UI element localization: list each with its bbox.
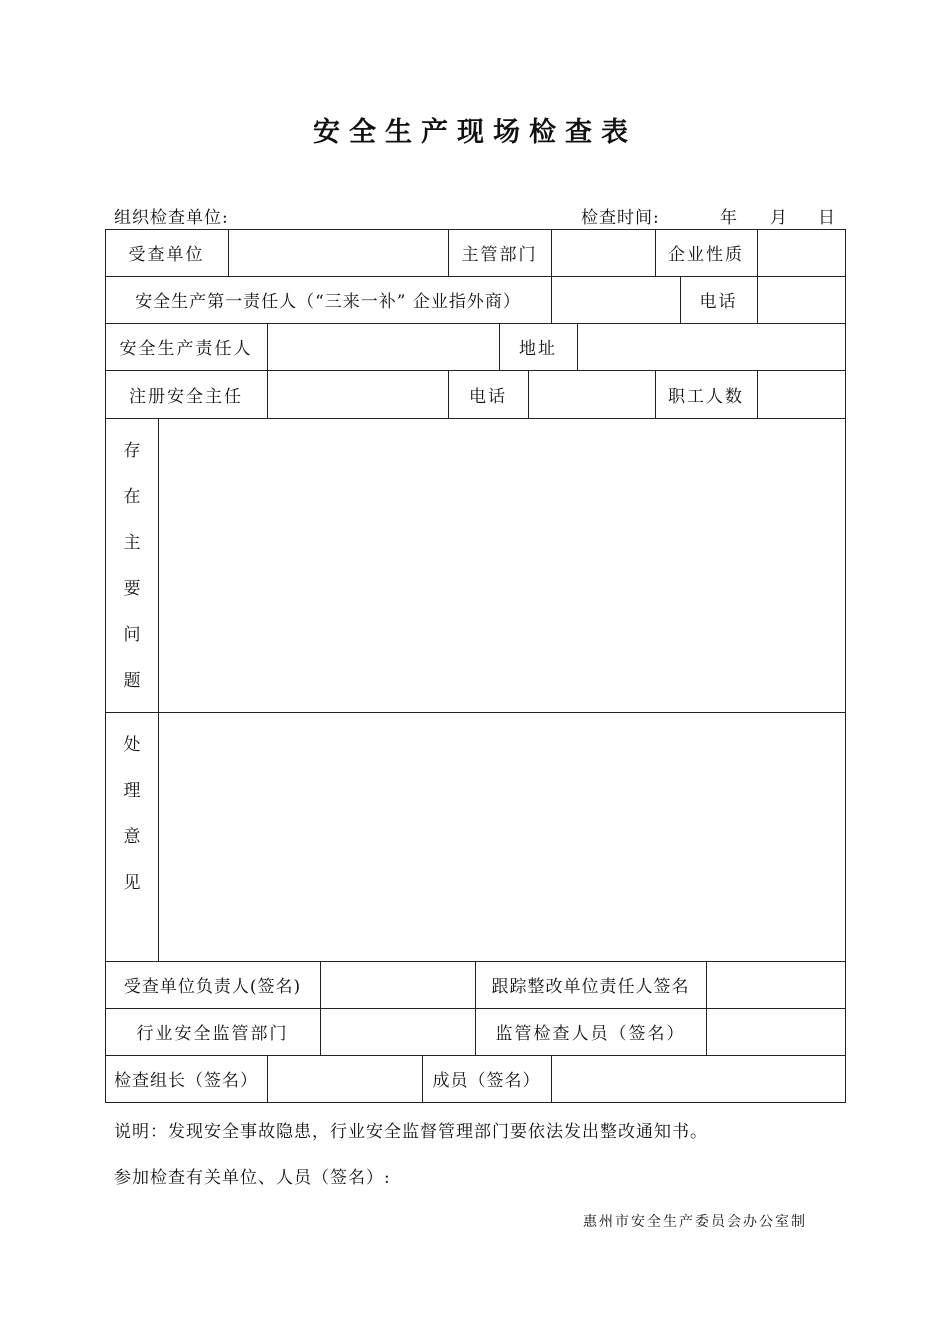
label-main-problems (105, 428, 159, 704)
label-inspector-sign: 监管检查人员（签名） (495, 1024, 686, 1044)
label-first-responsible: 安全生产第一责任人（“三来一补” 企业指外商） (135, 292, 521, 312)
char: 意 (123, 827, 141, 847)
label-handling-opinions (105, 722, 159, 906)
label-industry-dept: 行业安全监管部门 (136, 1024, 289, 1044)
row-divider (105, 712, 846, 713)
cell-divider (320, 961, 321, 1055)
label-unit-head-sign: 受查单位负责人(签名) (123, 977, 302, 997)
cell-divider (267, 1055, 268, 1102)
label-address: 地址 (519, 339, 557, 359)
label-member-sign: 成员（签名） (432, 1071, 541, 1091)
row-divider (105, 418, 846, 419)
char: 存 (123, 441, 141, 461)
cell-divider (267, 323, 268, 370)
table-border-right (845, 229, 846, 1103)
label-supervising-dept: 主管部门 (461, 245, 538, 265)
char: 在 (123, 487, 141, 507)
label-safety-officer: 注册安全主任 (129, 386, 243, 407)
cell-divider (551, 229, 552, 276)
page-title: 安全生产现场检查表 (313, 117, 637, 148)
day-label: 日 (818, 208, 835, 228)
char: 主 (123, 533, 141, 553)
cell-divider (577, 323, 578, 370)
table-border-bottom (105, 1102, 846, 1103)
label-staff-count: 职工人数 (668, 386, 744, 407)
cell-divider (757, 276, 758, 323)
cell-divider (551, 1055, 552, 1102)
char: 题 (123, 671, 141, 691)
label-safety-responsible: 安全生产责任人 (119, 339, 253, 359)
participants-label: 参加检查有关单位、人员（签名）: (114, 1168, 391, 1188)
footer-issuer: 惠州市安全生产委员会办公室制 (583, 1214, 807, 1230)
year-label: 年 (720, 208, 737, 228)
char: 见 (123, 873, 141, 893)
note-text: 说明：发现安全事故隐患，行业安全监督管理部门要依法发出整改通知书。 (114, 1122, 708, 1142)
char: 处 (123, 735, 141, 755)
cell-divider (228, 229, 229, 276)
label-enterprise-nature: 企业性质 (668, 245, 744, 265)
org-label: 组织检查单位: (114, 208, 229, 228)
label-phone-2: 电话 (469, 386, 507, 407)
month-label: 月 (770, 208, 787, 228)
cell-divider (757, 370, 758, 418)
time-label: 检查时间: (581, 208, 660, 228)
char: 要 (123, 579, 141, 599)
char: 理 (123, 781, 141, 801)
char: 问 (123, 625, 141, 645)
label-tracking-sign: 跟踪整改单位责任人签名 (491, 977, 690, 997)
label-team-leader-sign: 检查组长（签名） (114, 1071, 258, 1091)
cell-divider (267, 370, 268, 418)
cell-divider (551, 276, 552, 323)
cell-divider (757, 229, 758, 276)
label-inspected-unit: 受查单位 (128, 245, 205, 265)
cell-divider (706, 961, 707, 1055)
label-phone: 电话 (699, 292, 738, 312)
cell-divider (528, 370, 529, 418)
